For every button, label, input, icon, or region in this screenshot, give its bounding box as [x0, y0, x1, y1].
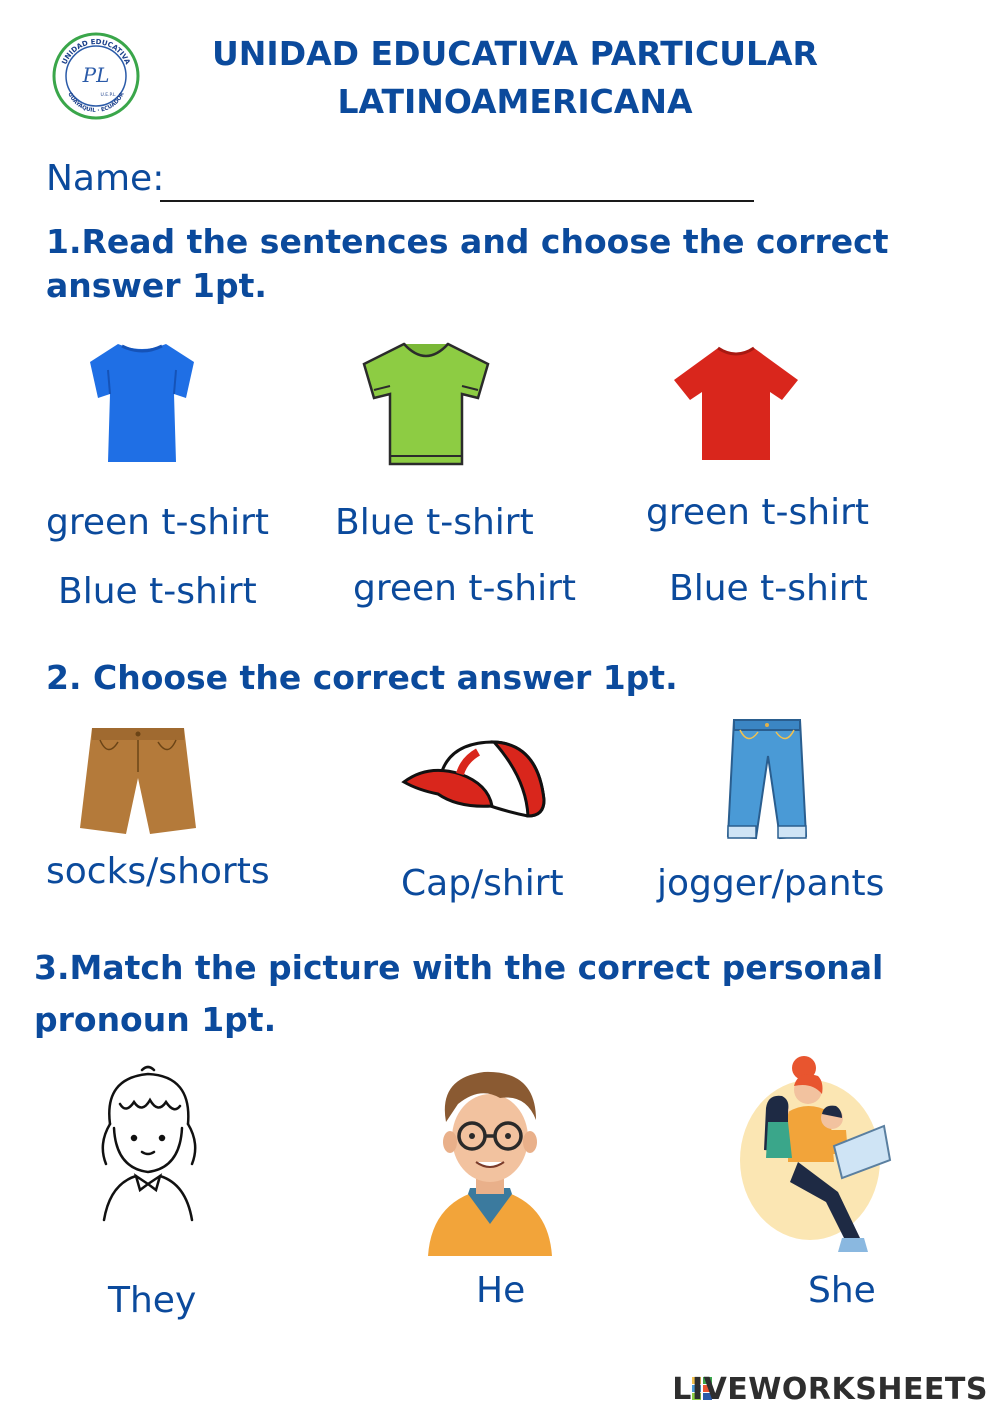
s1-item1-option-a[interactable]: green t-shirt	[46, 502, 270, 543]
school-title-line1: UNIDAD EDUCATIVA PARTICULAR	[212, 34, 818, 73]
s1-item3-option-a[interactable]: green t-shirt	[646, 492, 870, 533]
school-logo	[52, 32, 140, 120]
s1-item1-option-b[interactable]: Blue t-shirt	[58, 571, 257, 612]
school-title-line2: LATINOAMERICANA	[337, 82, 693, 121]
section3-heading-line2: pronoun 1pt.	[34, 1000, 277, 1039]
section3-heading	[34, 942, 883, 1046]
boy-glasses-icon	[418, 1064, 562, 1256]
section1-heading-line2: answer 1pt.	[46, 266, 267, 305]
s1-item2-option-a[interactable]: Blue t-shirt	[335, 502, 534, 543]
s3-item2-label[interactable]: He	[476, 1270, 526, 1311]
logo-text-bottom: GUAYAQUIL · ECUADOR	[66, 91, 126, 115]
logo-small: U.E.P.L	[100, 93, 116, 98]
s2-item1-label[interactable]: socks/shorts	[46, 851, 270, 892]
liveworksheets-brand[interactable]: LIVEWORKSHEETS	[672, 1372, 988, 1407]
cap-icon	[398, 738, 548, 822]
section1-heading-line1: 1.Read the sentences and choose the correct	[46, 222, 889, 261]
girl-outline-icon	[90, 1064, 206, 1222]
blue-tshirt-icon	[86, 340, 198, 464]
red-tshirt-icon	[670, 344, 802, 464]
s2-item3-label[interactable]: jogger/pants	[657, 863, 885, 904]
name-label: Name:	[46, 158, 165, 199]
name-answer-line[interactable]	[160, 200, 754, 202]
logo-text-top: UNIDAD EDUCATIVA	[60, 37, 132, 66]
green-tshirt-icon	[360, 340, 492, 468]
shorts-icon	[78, 724, 198, 838]
section2-heading: 2. Choose the correct answer 1pt.	[46, 658, 678, 697]
jeans-icon	[724, 716, 810, 842]
school-title	[170, 30, 860, 126]
s3-item1-label[interactable]: They	[108, 1280, 197, 1321]
section3-heading-line1: 3.Match the picture with the correct personal	[34, 948, 884, 987]
s1-item3-option-b[interactable]: Blue t-shirt	[669, 568, 868, 609]
s1-item2-option-b[interactable]: green t-shirt	[353, 568, 577, 609]
s2-item2-label[interactable]: Cap/shirt	[401, 863, 564, 904]
logo-monogram: PL	[82, 63, 110, 87]
family-laptop-icon	[738, 1042, 900, 1262]
s3-item3-label[interactable]: She	[808, 1270, 876, 1311]
section1-heading	[46, 220, 888, 308]
